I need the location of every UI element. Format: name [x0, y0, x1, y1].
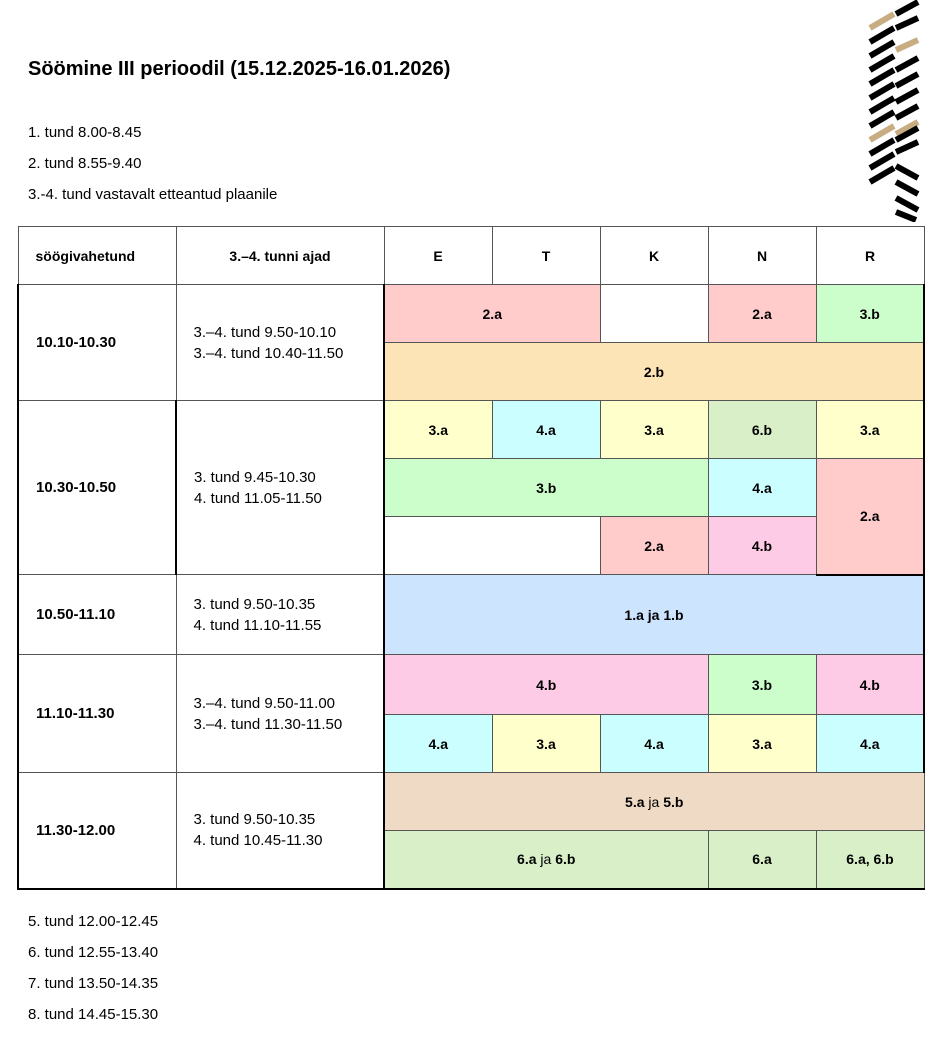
- lesson-time-3-4: 3.-4. tund vastavalt etteantud plaanile: [28, 186, 278, 203]
- class-joiner: ja: [648, 793, 660, 810]
- lesson-time-line: 4. tund 10.45-11.30: [193, 832, 323, 850]
- lunch-slot: 11.10-11.30: [18, 655, 176, 773]
- class-cell: 4.a: [708, 459, 816, 517]
- class-cell: 4.b: [384, 655, 708, 715]
- lesson-time-line: 4. tund 11.10-11.55: [193, 616, 322, 634]
- lesson-time-line: 3.–4. tund 11.30-11.50: [193, 715, 343, 733]
- class-cell: 3.b: [816, 285, 924, 343]
- class-cell: 6.a: [708, 831, 816, 889]
- class-cell: 2.a: [708, 285, 816, 343]
- header-day-r: R: [816, 227, 924, 285]
- class-cell: 4.a: [600, 715, 708, 773]
- class-label: 6.b: [555, 851, 576, 868]
- class-cell: 3.b: [384, 459, 708, 517]
- class-label: 5.b: [663, 793, 684, 810]
- empty-cell: [384, 517, 600, 575]
- lesson-time-line: 3.–4. tund 9.50-10.10: [193, 323, 337, 341]
- header-day-k: K: [600, 227, 708, 285]
- class-cell: 4.a: [816, 715, 924, 773]
- page-title: Söömine III perioodil (15.12.2025-16.01.2026): [28, 58, 451, 80]
- empty-cell: [600, 285, 708, 343]
- lesson-time-line: 3. tund 9.45-10.30: [194, 468, 316, 486]
- lesson-time-line: 3.–4. tund 10.40-11.50: [193, 344, 344, 362]
- class-cell: 2.a: [816, 459, 924, 575]
- class-cell: [384, 773, 924, 831]
- lesson-time-5: 5. tund 12.00-12.45: [28, 913, 159, 930]
- lesson-time-1: 1. tund 8.00-8.45: [28, 124, 142, 141]
- lunch-slot: 11.30-12.00: [18, 773, 176, 889]
- class-cell: 3.a: [816, 401, 924, 459]
- header-lunch-break: söögivahetund: [18, 227, 176, 285]
- class-label: 5.a: [625, 793, 645, 810]
- class-cell: 2.b: [384, 343, 924, 401]
- lunch-slot: 10.50-11.10: [18, 575, 176, 655]
- lesson-time-line: 3. tund 9.50-10.35: [193, 595, 316, 613]
- lesson-times: [176, 401, 384, 575]
- lesson-times: [176, 655, 384, 773]
- class-cell: 2.a: [600, 517, 708, 575]
- lunch-slot: 10.30-10.50: [18, 401, 176, 575]
- class-label: 6.a: [517, 851, 537, 868]
- lesson-time-line: 3. tund 9.50-10.35: [193, 811, 316, 829]
- class-cell: 6.a, 6.b: [816, 831, 924, 889]
- class-cell: 3.a: [384, 401, 492, 459]
- lesson-times: [176, 285, 384, 401]
- class-cell: 3.a: [708, 715, 816, 773]
- lesson-times: [176, 575, 384, 655]
- class-cell: 1.a ja 1.b: [384, 575, 924, 655]
- lesson-time-2: 2. tund 8.55-9.40: [28, 155, 142, 172]
- lesson-time-7: 7. tund 13.50-14.35: [28, 975, 159, 992]
- lesson-time-line: 3.–4. tund 9.50-11.00: [193, 694, 336, 712]
- class-joiner: ja: [540, 851, 552, 868]
- class-cell: 4.a: [492, 401, 600, 459]
- class-cell: 4.b: [816, 655, 924, 715]
- header-day-t: T: [492, 227, 600, 285]
- lunch-slot: 10.10-10.30: [18, 285, 176, 401]
- class-cell: 4.b: [708, 517, 816, 575]
- header-day-n: N: [708, 227, 816, 285]
- header-lesson-times: 3.–4. tunni ajad: [176, 227, 384, 285]
- class-cell: 3.a: [600, 401, 708, 459]
- chevron-ornament-icon: [866, 0, 922, 222]
- lesson-time-8: 8. tund 14.45-15.30: [28, 1006, 159, 1023]
- class-cell: 3.a: [492, 715, 600, 773]
- header-day-e: E: [384, 227, 492, 285]
- lesson-time-line: 4. tund 11.05-11.50: [194, 489, 322, 507]
- lesson-times: [176, 773, 384, 889]
- lunch-schedule-table: [17, 226, 925, 890]
- class-cell: 4.a: [384, 715, 492, 773]
- lesson-time-6: 6. tund 12.55-13.40: [28, 944, 159, 961]
- class-cell: 3.b: [708, 655, 816, 715]
- class-cell: 2.a: [384, 285, 600, 343]
- class-cell: [384, 831, 708, 889]
- class-cell: 6.b: [708, 401, 816, 459]
